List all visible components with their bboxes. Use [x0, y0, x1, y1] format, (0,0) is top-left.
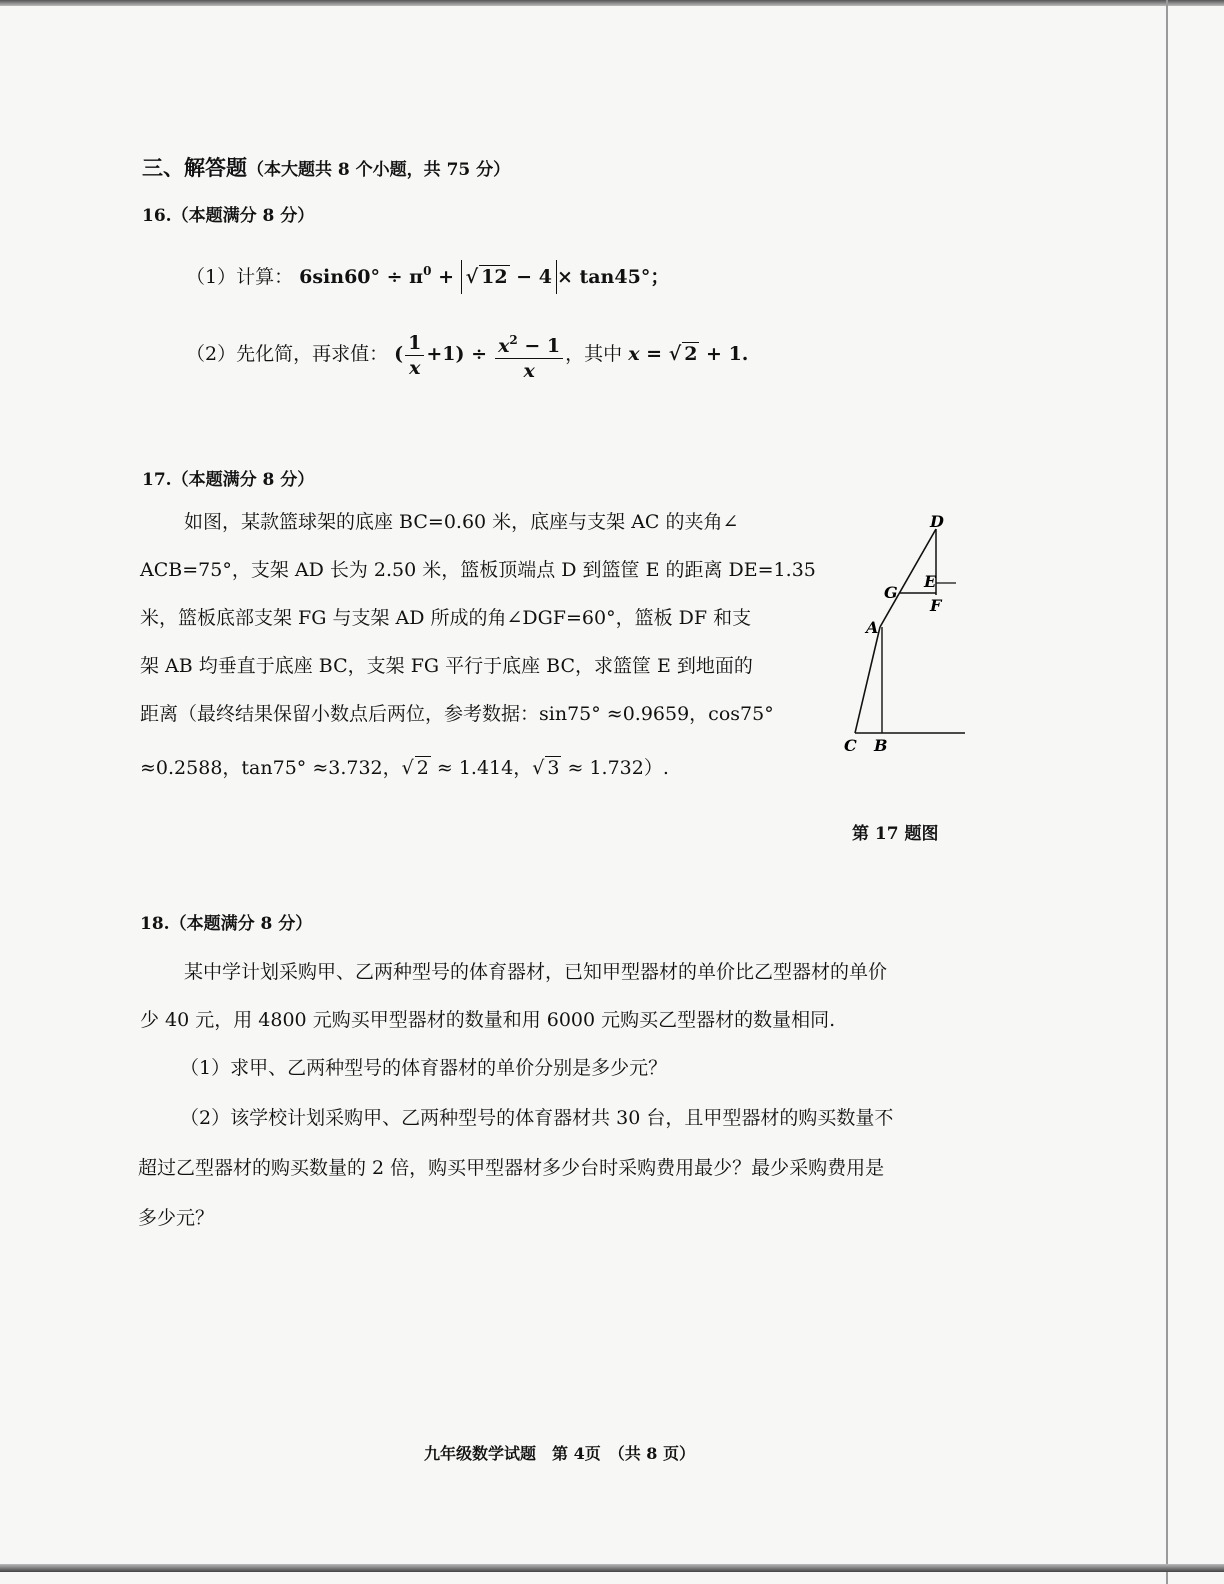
- sqrt-12: 12: [481, 266, 508, 288]
- fraction-numerator-rest: − 1: [517, 334, 561, 357]
- q18-header: 18.（本题满分 8 分）: [140, 914, 313, 934]
- q17-line-1: 如图，某款篮球架的底座 BC=0.60 米，底座与支架 AC 的夹角∠: [184, 511, 739, 533]
- q17-line-3: 米，篮板底部支架 FG 与支架 AD 所成的角∠DGF=60°，篮板 DF 和支: [140, 607, 752, 629]
- fraction-1-over-x: [405, 331, 424, 380]
- fraction-denominator: x: [409, 356, 421, 379]
- q17-line-4: 架 AB 均垂直于底座 BC，支架 FG 平行于底座 BC，求篮筐 E 到地面的: [140, 655, 753, 677]
- q16-part1-minus4: − 4: [509, 266, 552, 288]
- q18-part2-line-3: 多少元？: [138, 1207, 215, 1229]
- label-f: F: [930, 596, 942, 615]
- q17-line-6a: ≈0.2588，tan75° ≈3.732，: [140, 757, 402, 779]
- q17-line-6: [140, 756, 669, 780]
- q18-line-2: 少 40 元，用 4800 元购买甲型器材的数量和用 6000 元购买乙型器材的数量相同.: [140, 1009, 836, 1031]
- absolute-value-expr: [461, 260, 557, 294]
- q16-part2-plus1: +1) ÷: [426, 343, 488, 365]
- q17-line-5: 距离（最终结果保留小数点后两位，参考数据：sin75° ≈0.9659，cos75°: [140, 703, 774, 725]
- label-c: C: [844, 736, 857, 755]
- q18-part2-line-1: （2）该学校计划采购甲、乙两种型号的体育器材共 30 台，且甲型器材的购买数量不: [180, 1107, 894, 1129]
- sqrt-sign: √: [465, 266, 479, 288]
- q16-part1-tail: × tan45°；: [556, 266, 670, 288]
- q16-part1-exponent: 0: [423, 264, 432, 278]
- q16-part1-expr-lead: 6sin60° ÷ π: [299, 266, 424, 288]
- fraction-denominator: x: [523, 359, 535, 382]
- q16-part2-where: ，其中: [565, 343, 623, 365]
- figure-17-diagram: [830, 505, 980, 765]
- q16-part2-label: （2）先化简，再求值：: [186, 343, 389, 365]
- q16-part1: [186, 254, 669, 290]
- q18-line-1: 某中学计划采购甲、乙两种型号的体育器材，已知甲型器材的单价比乙型器材的单价: [184, 961, 888, 983]
- q18-part2-line-2: 超过乙型器材的购买数量的 2 倍，购买甲型器材多少台时采购费用最少？最少采购费用是: [138, 1157, 885, 1179]
- q17-header: 17.（本题满分 8 分）: [142, 470, 315, 490]
- sqrt-3-ref: 3: [547, 757, 560, 779]
- page-footer: 九年级数学试题 第 4页 （共 8 页）: [424, 1444, 695, 1463]
- fraction-numerator-var: x: [498, 334, 510, 357]
- section-header: [142, 156, 510, 182]
- label-d: D: [930, 512, 944, 531]
- label-a: A: [866, 618, 879, 637]
- q16-part2-end: + 1.: [699, 343, 749, 365]
- support-ac: [855, 627, 880, 733]
- q16-part1-plus: +: [431, 266, 461, 288]
- label-e: E: [924, 572, 937, 591]
- fraction-numerator: 1: [405, 331, 424, 356]
- q16-header: 16.（本题满分 8 分）: [142, 206, 315, 226]
- sqrt-sign: √: [668, 343, 682, 365]
- q16-part1-label: （1）计算：: [186, 266, 294, 288]
- fraction-x2-minus-1-over-x: [495, 328, 563, 383]
- figure-17-caption: 第 17 题图: [852, 824, 939, 844]
- section-title: 三、解答题: [142, 155, 247, 180]
- sqrt-2: 2: [684, 343, 698, 365]
- q16-part2-open: (: [394, 343, 404, 365]
- fraction-numerator: [495, 328, 563, 359]
- q18-part1: （1）求甲、乙两种型号的体育器材的单价分别是多少元？: [180, 1057, 668, 1079]
- q17-line-6c: ≈ 1.732）.: [561, 757, 669, 779]
- q16-part2: [186, 326, 748, 382]
- fraction-numerator-exp: 2: [509, 332, 518, 347]
- q16-part2-eq: =: [639, 343, 669, 365]
- q17-line-2: ACB=75°，支架 AD 长为 2.50 米，篮板顶端点 D 到篮筐 E 的距离 DE=1.35: [140, 559, 816, 581]
- section-note: （本大题共 8 个小题，共 75 分）: [247, 160, 511, 180]
- sqrt-sign: √: [532, 757, 545, 779]
- q16-part2-x: x: [628, 343, 640, 365]
- label-b: B: [874, 736, 888, 755]
- sqrt-2-ref: 2: [416, 757, 429, 779]
- label-g: G: [884, 583, 898, 602]
- q17-line-6b: ≈ 1.414，: [430, 757, 533, 779]
- sqrt-sign: √: [401, 757, 414, 779]
